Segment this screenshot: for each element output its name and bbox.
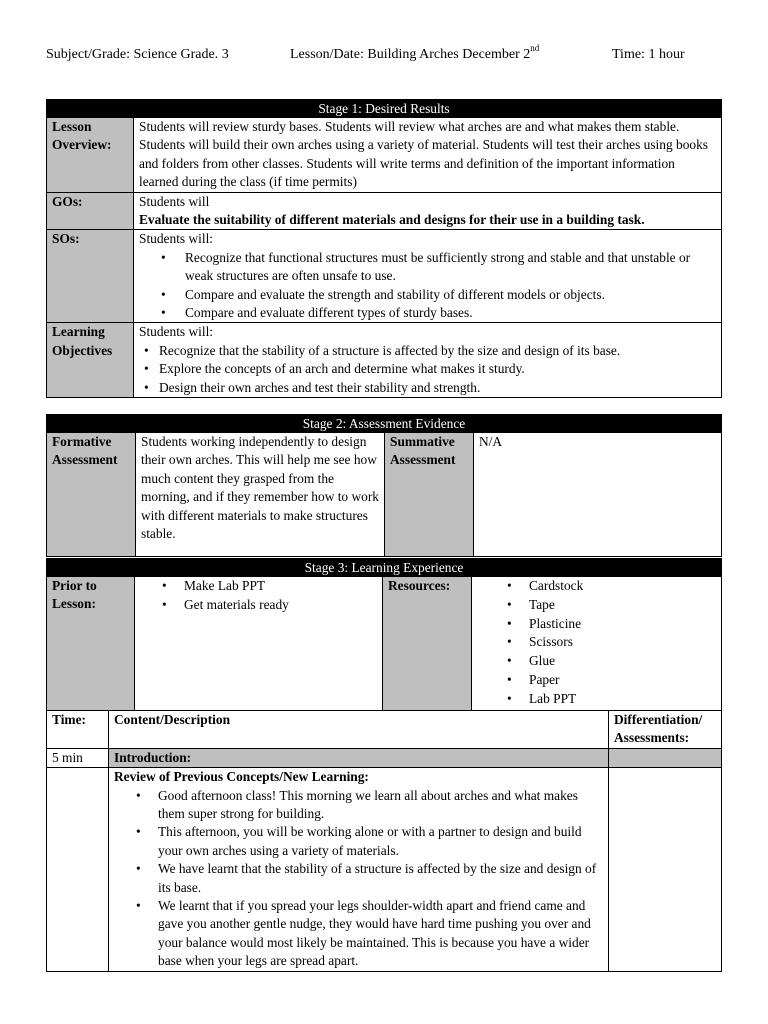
review-time xyxy=(47,768,109,971)
list-item: • Recognize that functional structures must be sufficiently strong and stable and that unstable or weak structures are often unsafe to use. xyxy=(185,249,716,286)
learning-objectives-label: Learning Objectives xyxy=(47,323,134,398)
list-item: • Design their own arches and test their stability and strength. xyxy=(159,379,716,397)
stage2-title: Stage 2: Assessment Evidence xyxy=(47,415,722,433)
introduction-label: Introduction: xyxy=(109,748,609,767)
sos-label: SOs: xyxy=(47,230,134,323)
lesson-overview-text: Students will review sturdy bases. Students will review what arches are and what makes them stable. Students will build their own arches using a variety of material. Students will test their arches using books and folders from other classes. Students will write terms and definition of the important information learned during the class (if time permits) xyxy=(134,118,722,193)
resources-label: Resources: xyxy=(383,577,472,711)
list-item: • This afternoon, you will be working alone or with a partner to design and build your own arches using a variety of materials. xyxy=(158,823,603,860)
list-item: • Recognize that the stability of a structure is affected by the size and design of its base. xyxy=(159,342,716,360)
introduction-diff xyxy=(609,748,722,767)
review-heading: Review of Previous Concepts/New Learning: xyxy=(114,769,369,785)
list-item: • Compare and evaluate different types of sturdy bases. xyxy=(185,304,716,322)
list-item: • Explore the concepts of an arch and determine what makes it sturdy. xyxy=(159,360,716,378)
lo-intro: Students will: xyxy=(139,324,214,340)
list-item: • Cardstock xyxy=(529,577,716,596)
gos-label: GOs: xyxy=(47,192,134,230)
resources-list xyxy=(477,577,716,709)
lesson-date xyxy=(290,43,540,64)
formative-label: Formative Assessment xyxy=(47,433,136,557)
lesson-overview-label: Lesson Overview: xyxy=(47,118,134,193)
sos-intro: Students will: xyxy=(139,231,214,247)
subject-grade: Subject/Grade: Science Grade. 3 xyxy=(46,47,229,62)
content-column-header: Content/Description xyxy=(109,711,609,749)
stage3-title: Stage 3: Learning Experience xyxy=(47,559,722,577)
prior-to-lesson-label: Prior to Lesson: xyxy=(47,577,135,711)
date-suffix: nd xyxy=(530,43,540,54)
list-item: • Get materials ready xyxy=(184,596,377,615)
list-item: • We have learnt that the stability of a structure is affected by the size and design of its base. xyxy=(158,860,603,897)
list-item: • Scissors xyxy=(529,633,716,652)
sos-list xyxy=(139,249,716,323)
gos-intro: Students will xyxy=(139,193,210,209)
gos-text: Evaluate the suitability of different materials and designs for their use in a building task. xyxy=(139,212,645,228)
review-diff xyxy=(609,768,722,971)
list-item: • Tape xyxy=(529,596,716,615)
time-column-header: Time: xyxy=(47,711,109,749)
summative-label: Summative Assessment xyxy=(385,433,474,557)
learning-objectives-cell xyxy=(134,323,722,398)
stage3-table xyxy=(46,558,722,972)
lo-list xyxy=(139,342,716,397)
review-list xyxy=(114,787,603,971)
formative-text: Students working independently to design their own arches. This will help me see how much content they grasped from the morning, and if they remember how to work with different materials to make structures stable. xyxy=(136,433,385,557)
list-item: • Good afternoon class! This morning we learn all about arches and what makes them super strong for building. xyxy=(158,787,603,824)
gos-cell xyxy=(134,192,722,230)
intro-time: 5 min xyxy=(47,748,109,767)
sos-cell xyxy=(134,230,722,323)
lesson-time: Time: 1 hour xyxy=(612,47,685,62)
list-item: • Make Lab PPT xyxy=(184,577,377,596)
summative-text: N/A xyxy=(474,433,722,557)
list-item: • Glue xyxy=(529,652,716,671)
list-item: • Lab PPT xyxy=(529,690,716,709)
prior-to-lesson-cell xyxy=(135,577,383,711)
review-cell xyxy=(109,768,609,971)
list-item: • Plasticine xyxy=(529,615,716,634)
list-item: • Paper xyxy=(529,671,716,690)
list-item: • Compare and evaluate the strength and stability of different models or objects. xyxy=(185,286,716,304)
list-item: • We learnt that if you spread your legs shoulder-width apart and friend came and gave you another gentle nudge, they would have hard time pushing you over and your balance would most likely be maintained. This is because you have a wider base when your legs are spread apart. xyxy=(158,897,603,971)
stage1-title: Stage 1: Desired Results xyxy=(47,100,722,118)
resources-cell xyxy=(472,577,722,711)
differentiation-column-header: Differentiation/ Assessments: xyxy=(609,711,722,749)
stage2-table xyxy=(46,414,722,557)
prior-list xyxy=(140,577,377,615)
lesson-date-text: Lesson/Date: Building Arches December 2 xyxy=(290,47,531,62)
stage1-table xyxy=(46,99,722,398)
